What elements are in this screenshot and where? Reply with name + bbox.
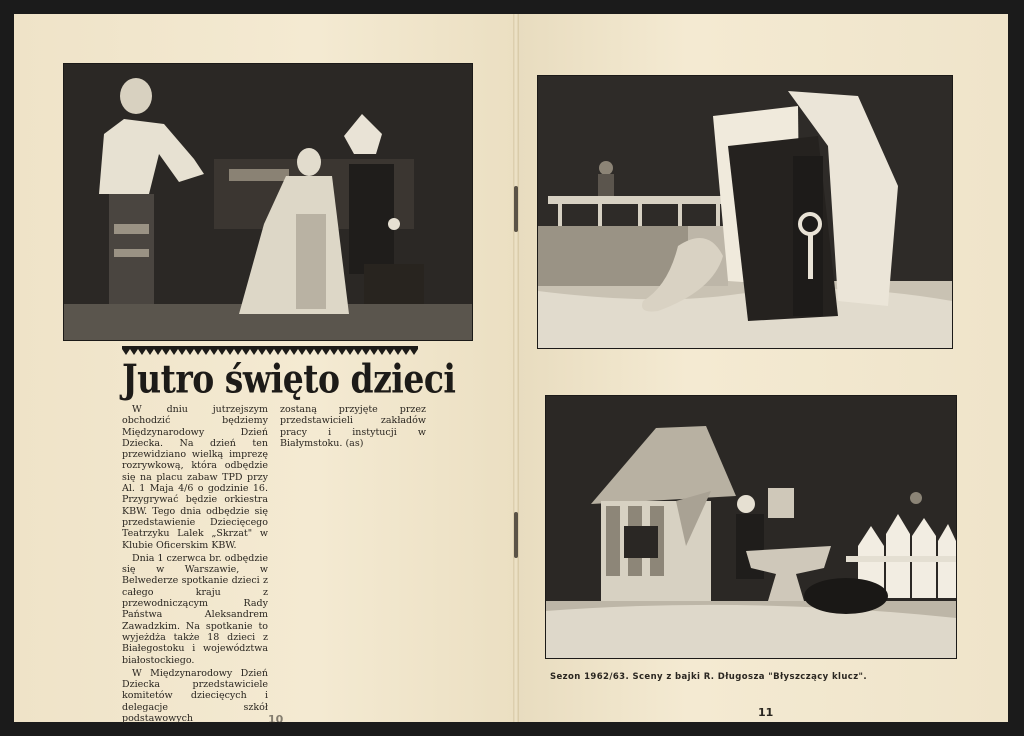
photo-caption: Sezon 1962/63. Sceny z bajki R. Długosza "Błyszczący klucz". (550, 672, 868, 682)
page-number-left: 10 (268, 713, 284, 726)
staple-top (514, 186, 518, 232)
article-paragraph: W dniu jutrzejszym obchodzić będziemy Międzynarodowy Dzień Dziecka. Na dzień ten przewidziano wielką imprezę rozrywkową, która odbędzie się na placu zabaw TPD przy Al. 1 Maja 4/6 o godzinie 16. Przygrywać będzie orkiestra KBW. Tego dnia odbędzie się przedstawienie Dziecięcego Teatrzyku Lalek „Skrzat" w Klubie Oficerskim KBW. (122, 404, 268, 551)
article-paragraph: zostaną przyjęte przez przedstawicieli zakładów pracy i instytucji w Białymstoku. (as) (280, 404, 426, 449)
article-paragraph: Dnia 1 czerwca br. odbędzie się w Warszawie, w Belwederze spotkanie dzieci z całego kraju z przewodniczącym Rady Państwa Aleksandrem Zawadzkim. Na spotkanie to wyjeżdża także 18 dzieci z Białegostoku i województwa białostockiego. (122, 552, 269, 666)
photo-puppets-stage (64, 64, 472, 340)
photo-house-anvil-scene (546, 396, 956, 658)
article-column-1 (122, 404, 268, 726)
page-number-right: 11 (758, 706, 774, 719)
staple-bottom (514, 512, 518, 558)
article-column-2 (280, 404, 426, 451)
article-headline: Jutro święto dzieci (122, 356, 456, 403)
photo-bridge-scene (538, 76, 952, 348)
article-paragraph: W Międzynarodowy Dzień Dziecka przedstawiciele komitetów dziecięcych i delegacje szkół podstawowych (122, 667, 268, 725)
headline-zigzag-rule (122, 346, 418, 356)
page-gutter (513, 14, 519, 722)
